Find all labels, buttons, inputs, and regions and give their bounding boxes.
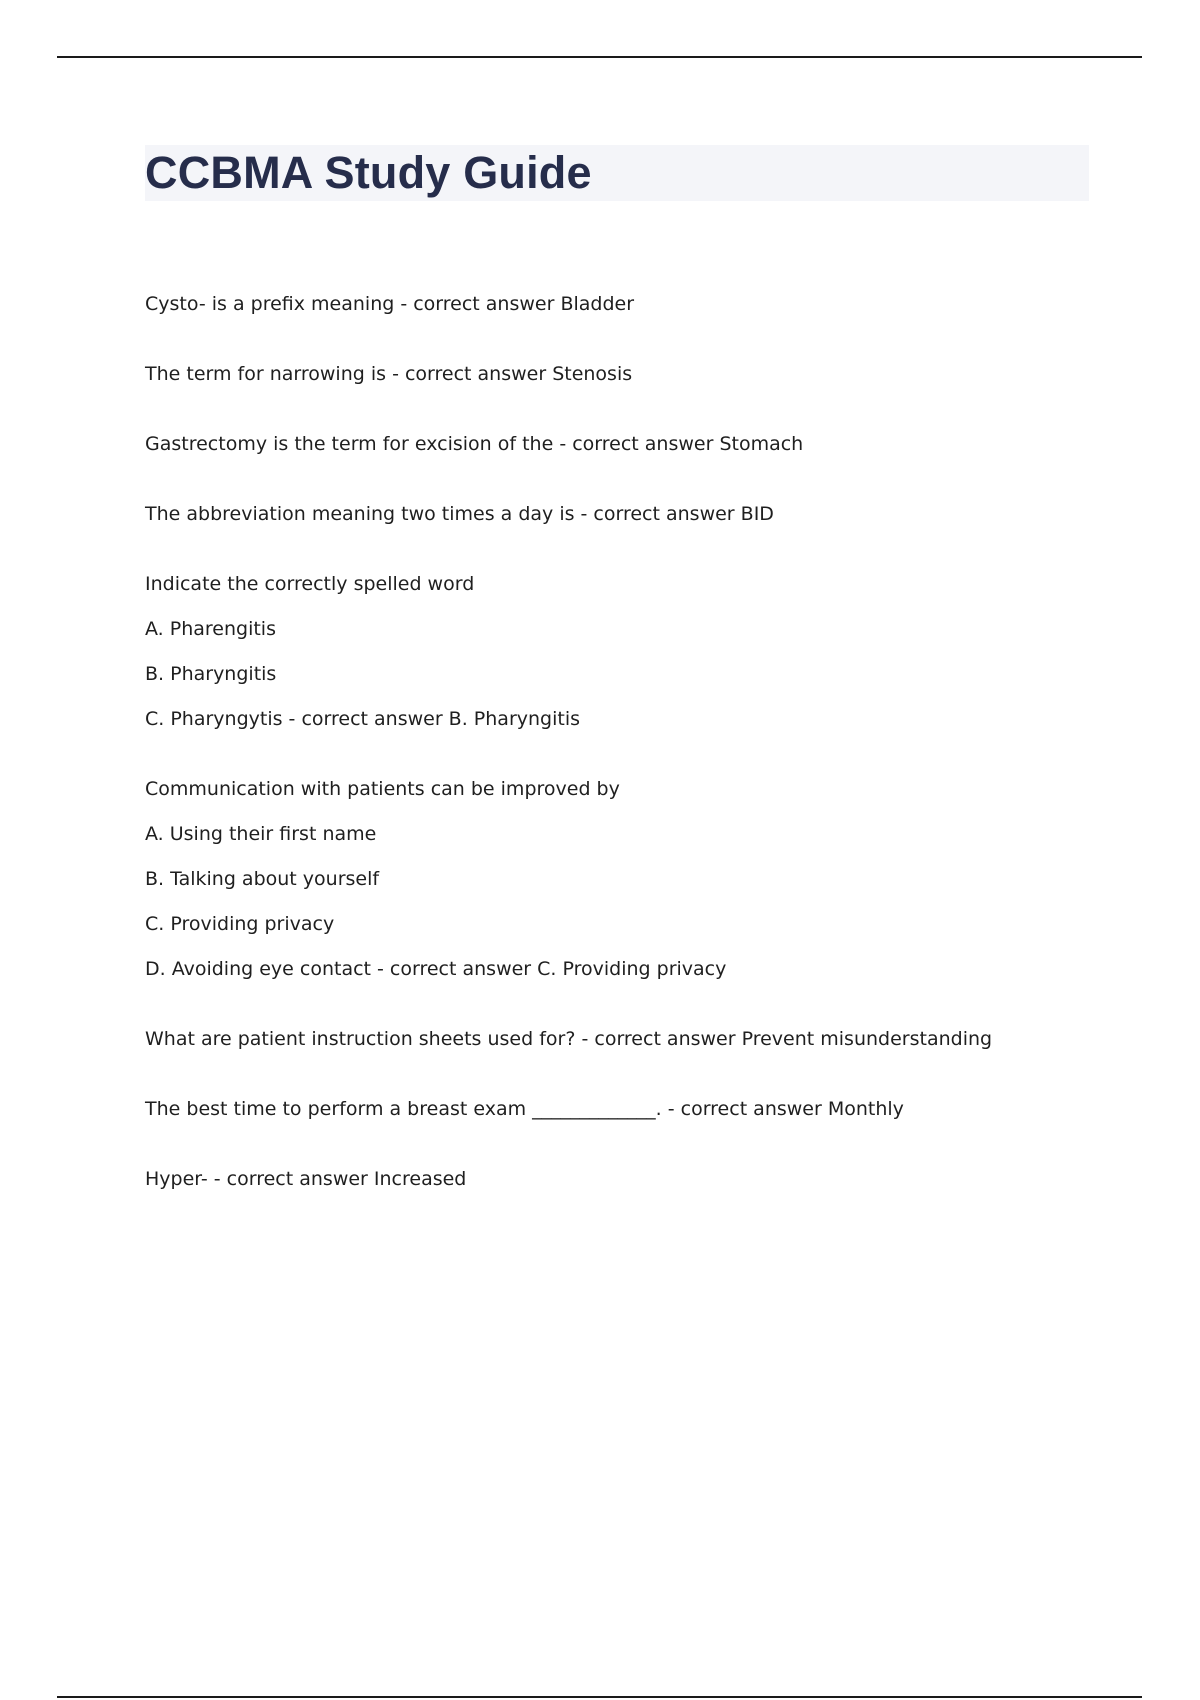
document-title: CCBMA Study Guide [145, 147, 592, 198]
top-rule [57, 56, 1142, 58]
qa-item-9 [145, 1167, 1095, 1191]
qa-line: The term for narrowing is - correct answer Stenosis [145, 363, 633, 385]
qa-option: C. Pharyngytis - correct answer B. Pharyngitis [145, 708, 581, 730]
qa-item-5 [145, 572, 1095, 731]
qa-item-1 [145, 292, 1095, 316]
qa-item-8 [145, 1097, 1095, 1121]
qa-question: Indicate the correctly spelled word [145, 573, 475, 595]
qa-option: D. Avoiding eye contact - correct answer C. Providing privacy [145, 958, 727, 980]
qa-option: A. Using their first name [145, 823, 377, 845]
qa-option: A. Pharengitis [145, 618, 276, 640]
qa-line: Hyper- - correct answer Increased [145, 1168, 467, 1190]
qa-item-4 [145, 502, 1095, 526]
qa-line: Gastrectomy is the term for excision of the - correct answer Stomach [145, 433, 804, 455]
qa-question: Communication with patients can be improved by [145, 778, 620, 800]
question-list [145, 292, 1095, 1237]
qa-option: C. Providing privacy [145, 913, 335, 935]
qa-line: Cysto- is a prefix meaning - correct answer Bladder [145, 293, 635, 315]
qa-line: What are patient instruction sheets used for? - correct answer Prevent misunderstanding [145, 1028, 993, 1050]
qa-line: The best time to perform a breast exam _____________. - correct answer Monthly [145, 1098, 904, 1120]
qa-item-2 [145, 362, 1095, 386]
qa-item-7 [145, 1027, 1095, 1051]
qa-item-3 [145, 432, 1095, 456]
qa-option: B. Pharyngitis [145, 663, 277, 685]
bottom-rule [57, 1696, 1142, 1698]
qa-option: B. Talking about yourself [145, 868, 380, 890]
qa-item-6 [145, 777, 1095, 981]
qa-line: The abbreviation meaning two times a day is - correct answer BID [145, 503, 774, 525]
